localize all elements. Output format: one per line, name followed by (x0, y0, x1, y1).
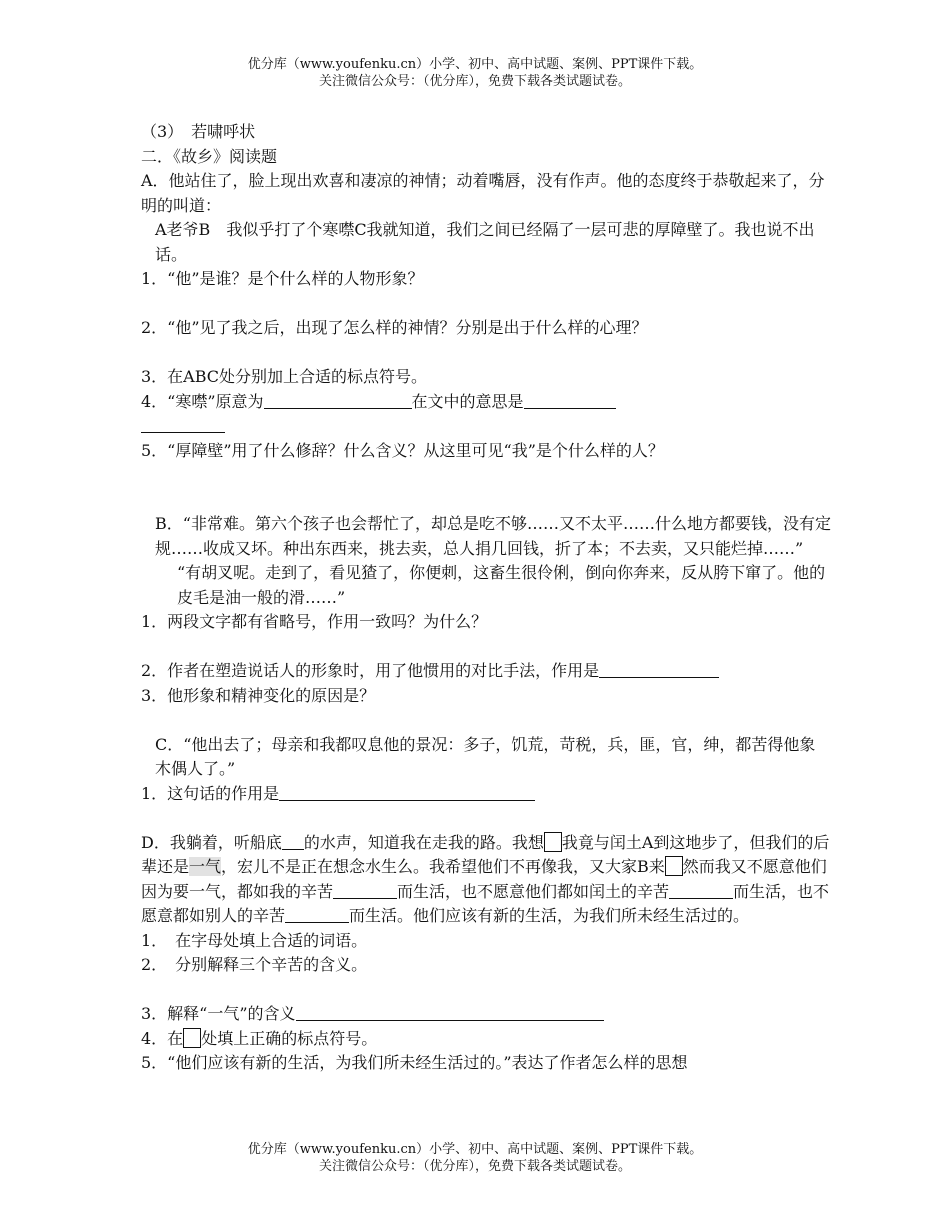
passage-text: 而生活，也不愿意他们都如闰土的辛苦 (397, 881, 670, 901)
answer-space (141, 292, 831, 317)
page-header (0, 56, 950, 90)
header-line-1: 优分库（www.youfenku.cn）小学、初中、高中试题、案例、PPT课件下载。 (247, 57, 703, 72)
question-text: 在文中的意思是 (411, 391, 524, 411)
fill-blank[interactable] (141, 416, 225, 433)
passage-a-para-2: A老爷B 我似乎打了个寒噤C我就知道，我们之间已经隔了一层可悲的厚障壁了。我也说不出话。 (155, 220, 815, 264)
footer-line-1: 优分库（www.youfenku.cn）小学、初中、高中试题、案例、PPT课件下载。 (247, 1142, 703, 1157)
passage-d-question-5: 5．“他们应该有新的生活，为我们所未经生活过的。”表达了作者怎么样的思想 (141, 1053, 688, 1072)
header-line-2: 关注微信公众号：（优分库），免费下载各类试题试卷。 (318, 74, 631, 89)
passage-text: 的水声，知道我在走我的路。我想 (303, 832, 544, 852)
passage-d-question-4 (141, 1027, 831, 1052)
passage-d-question-1: 1． 在字母处填上合适的词语。 (141, 930, 368, 950)
fill-blank[interactable] (296, 1004, 604, 1021)
passage-b-question-2 (141, 659, 831, 684)
passage-b-para-2: “有胡叉呢。走到了，看见猹了，你便刺，这畜生很伶俐，倒向你奔来，反从胯下窜了。他的皮毛是油一般的滑……” (177, 563, 826, 607)
fill-blank[interactable] (669, 882, 733, 899)
document-body (141, 120, 831, 1076)
punctuation-box[interactable] (665, 856, 683, 876)
question-text: 2．作者在塑造说话人的形象时，用了他惯用的对比手法，作用是 (141, 661, 600, 680)
passage-d-question-2: 2． 分别解释三个辛苦的含义。 (141, 955, 368, 974)
passage-text: 而生活，也不愿意都如别人的辛苦 (141, 881, 830, 925)
passage-d-para-1 (141, 831, 831, 929)
punctuation-box[interactable] (183, 1028, 201, 1048)
passage-text: 然而我又不愿意他们因为要一气，都如我的辛苦 (141, 857, 827, 901)
answer-space (141, 978, 831, 1003)
passage-a-question-1: 1．“他”是谁？是个什么样的人物形象？ (141, 269, 424, 288)
passage-text: D．我躺着，听船底 (141, 832, 282, 852)
fill-blank[interactable] (599, 661, 719, 678)
passage-a-question-4 (141, 390, 831, 415)
passage-a-question-3: 3．在ABC处分别加上合适的标点符号。 (141, 367, 428, 386)
fill-blank[interactable] (333, 882, 397, 899)
fill-blank[interactable] (282, 833, 304, 850)
passage-text: 而生活。他们应该有新的生活，为我们所未经生活过的。 (349, 906, 750, 925)
passage-d-question-3 (141, 1002, 831, 1027)
passage-b-para-1: B．“非常难。第六个孩子也会帮忙了，却总是吃不够……又不太平……什么地方都要钱，没有定规……收成又坏。种出东西来，挑去卖，总人捐几回钱，折了本；不去卖，又只能烂掉……” (155, 514, 831, 558)
fill-blank[interactable] (524, 392, 616, 409)
question-text: 处填上正确的标点符号。 (201, 1028, 378, 1048)
highlighted-word: 一气 (189, 857, 222, 876)
section-title: 二．《故乡》阅读题 (141, 146, 278, 166)
answer-line (141, 414, 831, 439)
passage-b-question-3: 3．他形象和精神变化的原因是？ (141, 685, 376, 705)
passage-c-para-1: C．“他出去了；母亲和我都叹息他的景况：多子，饥荒，苛税，兵，匪，官，绅，都苦得他象木偶人了。” (155, 734, 816, 778)
fill-blank[interactable] (285, 906, 349, 923)
page-footer (0, 1141, 950, 1175)
answer-space (141, 635, 831, 660)
passage-a-question-2: 2．“他”见了我之后，出现了怎么样的神情？分别是出于什么样的心理？ (141, 318, 648, 337)
question-text: 4．在 (141, 1028, 184, 1048)
passage-a-question-5: 5．“厚障壁”用了什么修辞？什么含义？从这里可见“我”是个什么样的人？ (141, 440, 664, 460)
fill-blank[interactable] (264, 392, 412, 409)
answer-space (141, 806, 831, 831)
fill-blank[interactable] (279, 784, 535, 801)
passage-b-question-1: 1．两段文字都有省略号，作用一致吗？为什么？ (141, 612, 488, 631)
answer-space (141, 341, 831, 366)
footer-line-2: 关注微信公众号：（优分库），免费下载各类试题试卷。 (318, 1159, 631, 1174)
passage-c-question-1 (141, 782, 831, 807)
question-text: 1．这句话的作用是 (141, 783, 280, 803)
question-text: 4．“寒噤”原意为 (141, 391, 264, 411)
answer-space (141, 708, 831, 733)
punctuation-box[interactable] (544, 832, 562, 852)
passage-a-para-1: A．他站住了，脸上现出欢喜和凄凉的神情；动着嘴唇，没有作声。他的态度终于恭敬起来了，分明的叫道： (141, 171, 825, 215)
passage-text: 我竟与闰土A到这地步了，但我们的后辈还是 (141, 832, 830, 876)
answer-space (141, 463, 831, 512)
item-3: （3） 若啸呼状 (141, 122, 256, 141)
question-text: 3．解释“一气”的含义 (141, 1004, 296, 1023)
passage-text: ，宏儿不是正在想念水生么。我希望他们不再像我，又大家B来 (221, 857, 665, 876)
